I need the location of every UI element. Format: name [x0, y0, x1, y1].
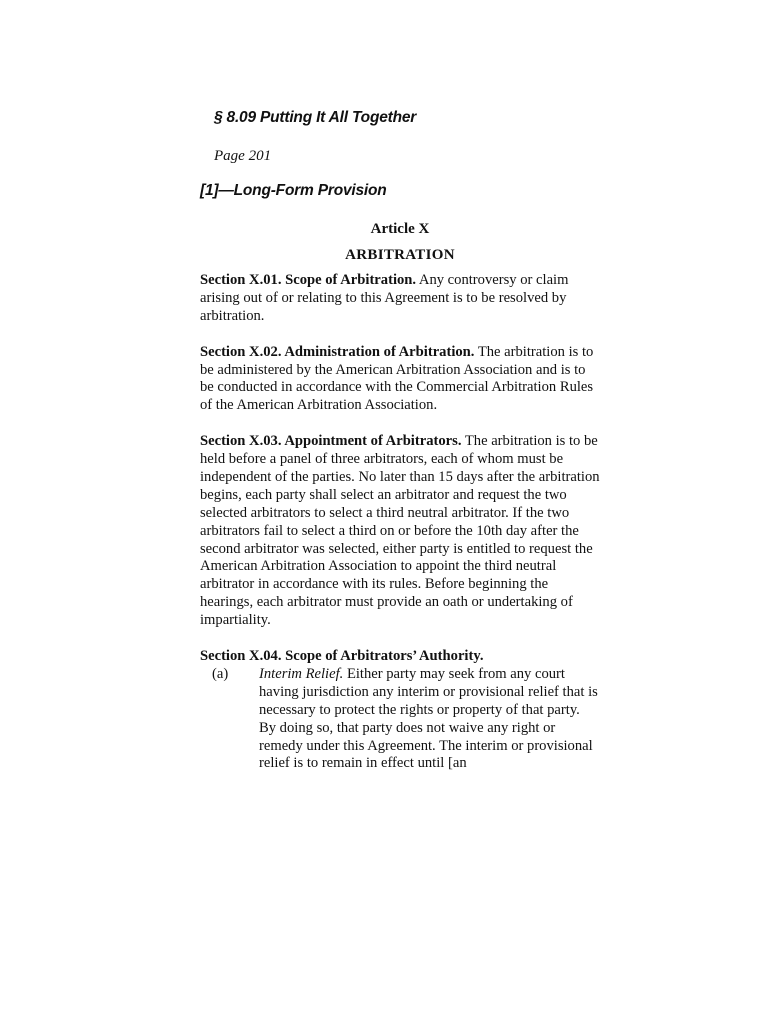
section-title: § 8.09 Putting It All Together	[214, 109, 417, 126]
section-heading: Section X.01. Scope of Arbitration.	[200, 272, 417, 288]
section-paragraph	[200, 648, 600, 666]
subsection-text	[259, 666, 600, 773]
section-heading: Section X.02. Administration of Arbitration.	[200, 343, 475, 360]
section-text: Any controversy or claim arising out of or relating to this Agreement is to be resolved by arbitration.	[200, 272, 569, 324]
subsection-item	[200, 666, 600, 773]
section-paragraph	[200, 272, 600, 326]
article-title: ARBITRATION	[345, 247, 455, 263]
subsection-body: Either party may seek from any court having jurisdiction any interim or provisional relief that is necessary to protect the rights or property of that party. By doing so, that party does not waive any right or remedy under this Agreement. The interim or provisional relief is to remain in effect until [an	[259, 665, 598, 772]
document-body	[200, 220, 600, 773]
subheading: [1]—Long-Form Provision	[200, 182, 387, 199]
subsection-label: (a)	[212, 665, 229, 682]
section-paragraph	[200, 344, 600, 416]
section-paragraph	[200, 433, 600, 630]
section-heading: Section X.03. Appointment of Arbitrators.	[200, 433, 462, 450]
subsection-title: Interim Relief.	[259, 665, 344, 682]
page-reference: Page 201	[214, 148, 272, 164]
section-heading: Section X.04. Scope of Arbitrators’ Authority.	[200, 647, 484, 664]
article-number: Article X	[370, 221, 430, 237]
section-text: The arbitration is to be held before a panel of three arbitrators, each of whom must be independent of the parties. No later than 15 days after the arbitration begins, each party shall select an arbitrator and request the two selected arbitrators to select a third neutral arbitrator. If the two arbitrators fail to select a third on or before the 10th day after the second arbitrator was selected, either party is entitled to request the American Arbitration Association to appoint the third neutral arbitrator in accordance with its rules. Before beginning the hearings, each arbitrator must provide an oath or undertaking of impartiality.	[200, 433, 600, 629]
section-text: The arbitration is to be administered by the American Arbitration Association and is to be conducted in accordance with the Commercial Arbitration Rules of the American Arbitration Association.	[200, 343, 594, 414]
